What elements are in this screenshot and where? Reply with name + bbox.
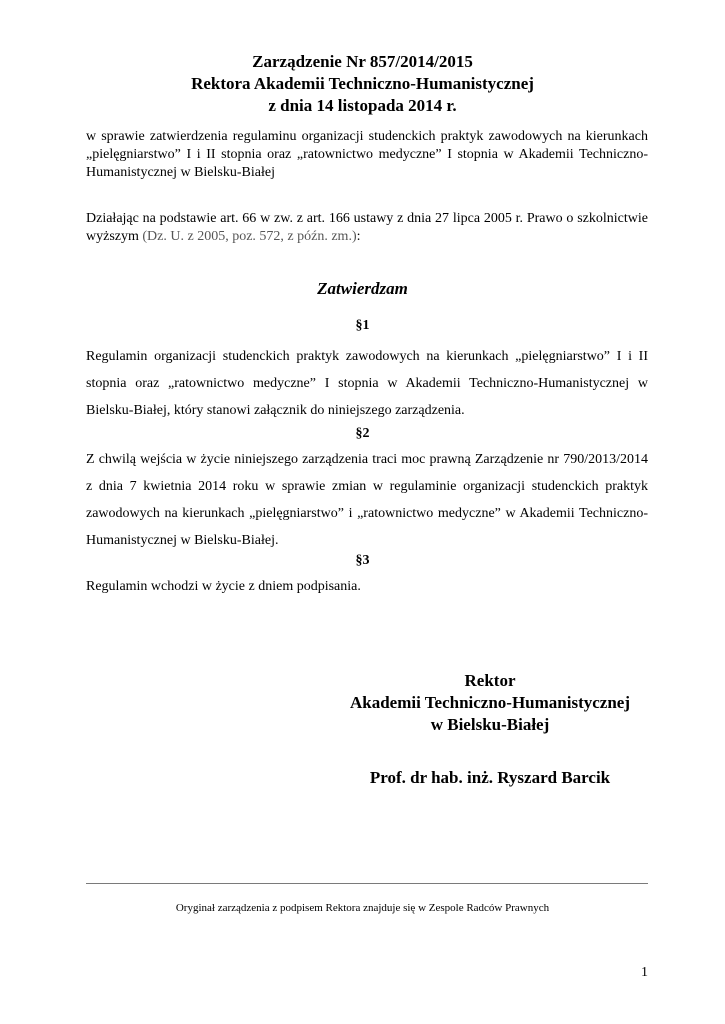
footer-divider [86,883,648,884]
section-1-mark: §1 [355,318,370,333]
title-line-3: z dnia 14 listopada 2014 r. [268,96,457,115]
section-2-mark: §2 [355,426,370,441]
legal-basis-end: : [356,229,361,244]
page-number: 1 [641,965,648,980]
legal-basis-reference: (Dz. U. z 2005, poz. 572, z późn. zm.) [142,229,357,244]
document-title [0,51,725,117]
signature-institution: Akademii Techniczno-Humanistycznej [349,693,631,712]
section-2-text: Z chwilą wejścia w życie niniejszego zarządzenia traci moc prawną Zarządzenie nr 790/2013/2014 z dnia 7 kwietnia 2014 roku w sprawie zmian w regulaminie organizacji studenckich praktyk zawodowych na kierunkach „pielęgniarstwo” i „ratownictwo medyczne” w Akademii Techniczno-Humanistycznej w Bielsku-Białej. [86,452,648,548]
section-1-text: Regulamin organizacji studenckich praktyk zawodowych na kierunkach „pielęgniarstwo” I i II stopnia oraz „ratownictwo medyczne” I stopnia w Akademii Techniczno-Humanistycznej w Bielsku-Białej, który stanowi załącznik do niniejszego zarządzenia. [86,349,648,418]
title-line-2: Rektora Akademii Techniczno-Humanistycznej [191,74,534,93]
legal-basis [86,210,648,246]
signature-block [330,670,650,736]
footer-note: Oryginał zarządzenia z podpisem Rektora znajduje się w Zespole Radców Prawnych [175,902,550,914]
section-3-mark: §3 [355,553,370,568]
legal-basis-text: Działając na podstawie art. 66 w zw. z art. 166 ustawy z dnia 27 lipca 2005 r. Prawo o szkolnictwie wyższym [86,211,648,244]
signature-city: w Bielsku-Białej [430,715,550,734]
document-subject: w sprawie zatwierdzenia regulaminu organizacji studenckich praktyk zawodowych na kierunkach „pielęgniarstwo” I i II stopnia oraz „ratownictwo medyczne” I stopnia w Akademii Techniczno-Humanistycznej w Bielsku-Białej [86,129,648,180]
section-3-text: Regulamin wchodzi w życie z dniem podpisania. [86,579,361,594]
approval-heading: Zatwierdzam [317,279,408,298]
signature-title: Rektor [464,671,516,690]
title-line-1: Zarządzenie Nr 857/2014/2015 [252,52,473,71]
signer-name: Prof. dr hab. inż. Ryszard Barcik [369,768,611,787]
